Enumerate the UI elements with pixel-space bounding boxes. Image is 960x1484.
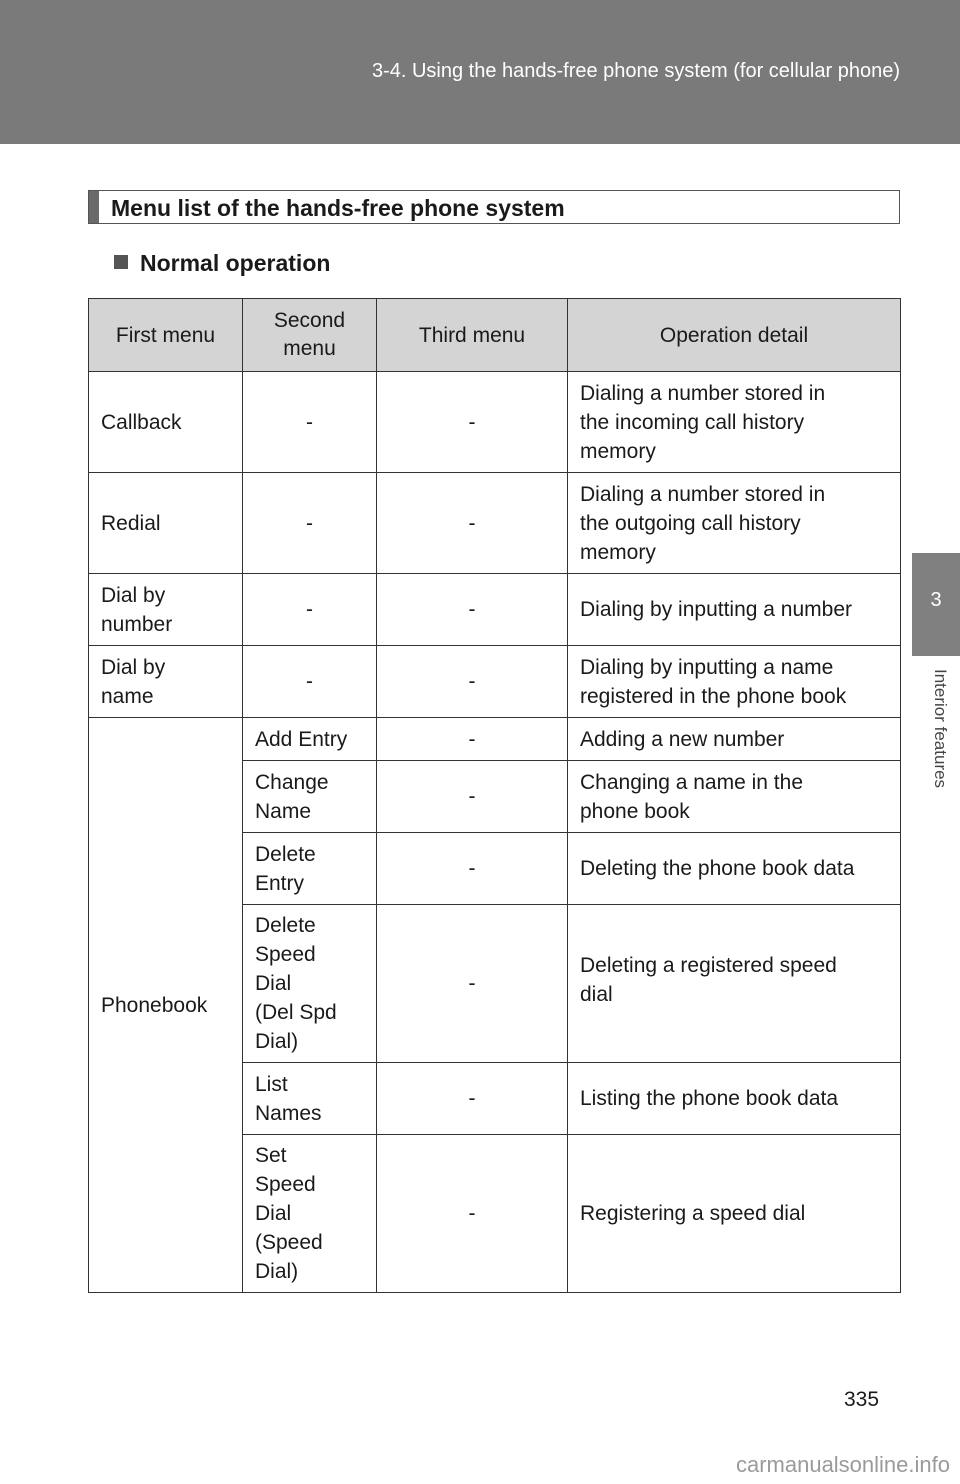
third-menu-cell: - xyxy=(377,761,568,833)
section-title-bar xyxy=(89,191,99,223)
first-menu-cell: Redial xyxy=(89,473,243,574)
second-menu-cell: - xyxy=(243,574,377,646)
second-menu-cell: - xyxy=(243,473,377,574)
second-menu-cell: Delete Entry xyxy=(243,833,377,905)
operation-detail-cell: Adding a new number xyxy=(568,718,901,761)
phonebook-first-menu-cell: Phonebook xyxy=(89,718,243,1293)
third-menu-cell: - xyxy=(377,1135,568,1293)
operation-detail-cell: Dialing a number stored in the outgoing call history memory xyxy=(568,473,901,574)
second-menu-cell: Change Name xyxy=(243,761,377,833)
subheading-text: Normal operation xyxy=(140,250,331,276)
header-first-menu: First menu xyxy=(89,299,243,372)
third-menu-cell: - xyxy=(377,473,568,574)
chapter-title: 3-4. Using the hands-free phone system (for cellular phone) xyxy=(371,60,900,82)
table-row xyxy=(89,718,901,761)
table-row xyxy=(89,574,901,646)
header-operation-detail: Operation detail xyxy=(568,299,901,372)
page-number: 335 xyxy=(844,1388,880,1411)
third-menu-cell: - xyxy=(377,833,568,905)
first-menu-cell: Dial by number xyxy=(89,574,243,646)
menu-table xyxy=(88,298,901,1293)
header-third-menu: Third menu xyxy=(377,299,568,372)
section-title-box xyxy=(88,190,900,224)
operation-detail-cell: Deleting the phone book data xyxy=(568,833,901,905)
second-menu-cell: Set Speed Dial (Speed Dial) xyxy=(243,1135,377,1293)
operation-detail-cell: Registering a speed dial xyxy=(568,1135,901,1293)
header-second-menu: Second menu xyxy=(243,299,377,372)
third-menu-cell: - xyxy=(377,372,568,473)
chapter-tab-label: Interior features xyxy=(931,669,950,789)
chapter-tab xyxy=(912,553,960,656)
subheading xyxy=(114,250,330,277)
operation-detail-cell: Dialing a number stored in the incoming call history memory xyxy=(568,372,901,473)
operation-detail-cell: Dialing by inputting a number xyxy=(568,574,901,646)
table-row xyxy=(89,372,901,473)
section-title: Menu list of the hands-free phone system xyxy=(111,195,565,221)
operation-detail-cell: Listing the phone book data xyxy=(568,1063,901,1135)
first-menu-cell: Dial by name xyxy=(89,646,243,718)
watermark: carmanualsonline.info xyxy=(735,1452,950,1477)
third-menu-cell: - xyxy=(377,718,568,761)
second-menu-cell: Delete Speed Dial (Del Spd Dial) xyxy=(243,905,377,1063)
table-header-row xyxy=(89,299,901,372)
chapter-tab-number: 3 xyxy=(930,589,942,611)
table-row xyxy=(89,473,901,574)
first-menu-cell: Callback xyxy=(89,372,243,473)
operation-detail-cell: Changing a name in the phone book xyxy=(568,761,901,833)
second-menu-cell: Add Entry xyxy=(243,718,377,761)
third-menu-cell: - xyxy=(377,646,568,718)
header-band xyxy=(0,0,960,144)
second-menu-cell: - xyxy=(243,372,377,473)
second-menu-cell: - xyxy=(243,646,377,718)
operation-detail-cell: Deleting a registered speed dial xyxy=(568,905,901,1063)
square-bullet-icon xyxy=(114,255,128,269)
second-menu-cell: List Names xyxy=(243,1063,377,1135)
third-menu-cell: - xyxy=(377,574,568,646)
third-menu-cell: - xyxy=(377,905,568,1063)
operation-detail-cell: Dialing by inputting a name registered in the phone book xyxy=(568,646,901,718)
table-row xyxy=(89,646,901,718)
third-menu-cell: - xyxy=(377,1063,568,1135)
